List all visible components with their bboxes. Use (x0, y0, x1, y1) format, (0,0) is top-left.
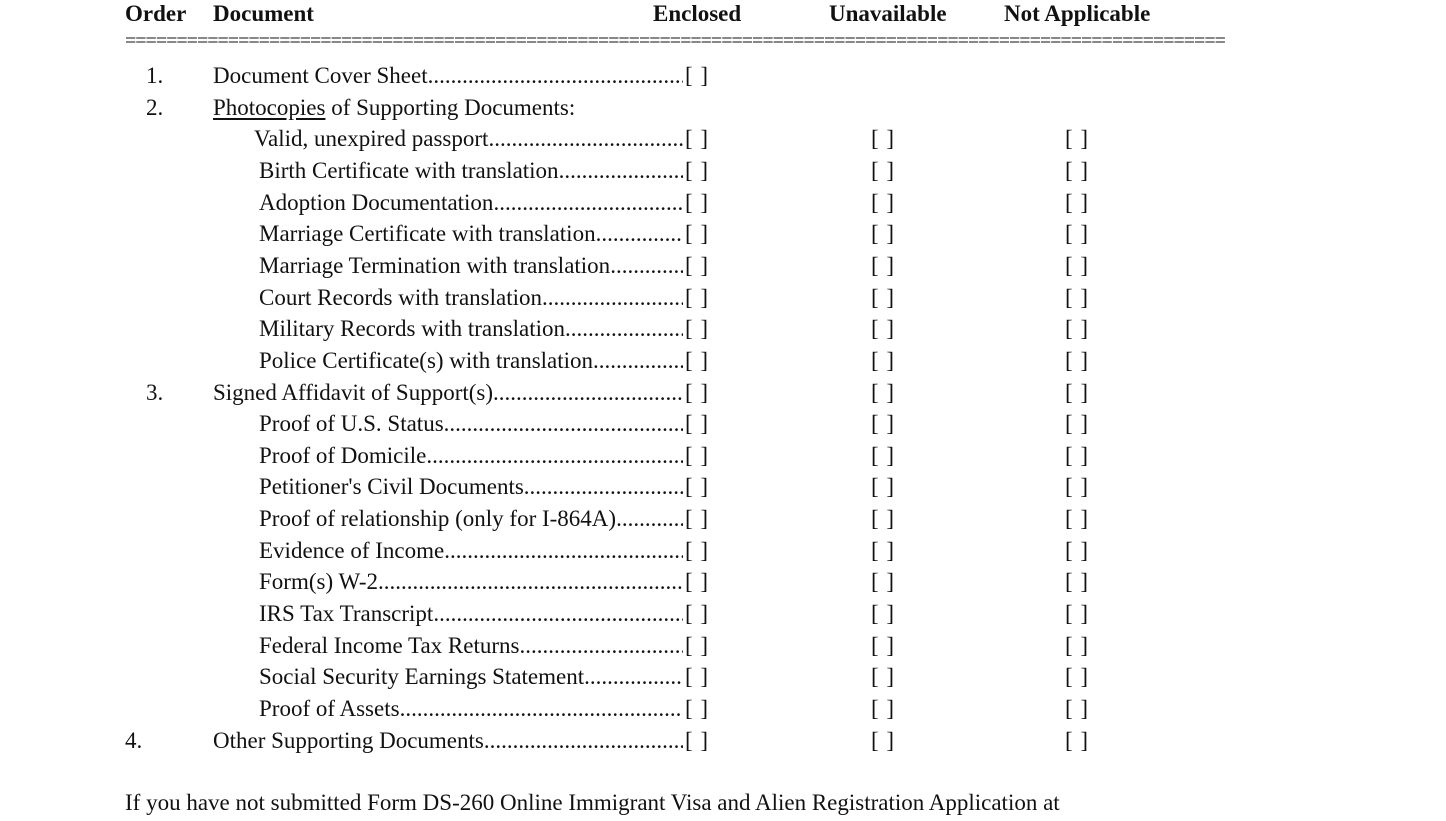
checkbox-unavailable[interactable]: [ ] (871, 379, 896, 405)
checkbox-not-applicable[interactable]: [ ] (1065, 601, 1090, 627)
header-rule: =========================================================================================================== (125, 30, 1225, 52)
document-label-underlined: Photocopies (213, 94, 326, 120)
document-label (259, 631, 683, 661)
checkbox-unavailable[interactable]: [ ] (871, 411, 896, 437)
document-label (213, 726, 683, 756)
checkbox-enclosed[interactable]: [ ] (685, 379, 710, 405)
document-label (259, 472, 683, 502)
checkbox-enclosed[interactable]: [ ] (685, 696, 710, 721)
checkbox-not-applicable[interactable]: [ ] (1065, 316, 1090, 342)
checkbox-not-applicable[interactable]: [ ] (1065, 537, 1090, 563)
checkbox-not-applicable[interactable]: [ ] (1065, 157, 1090, 183)
checkbox-not-applicable[interactable]: [ ] (1065, 411, 1090, 437)
checkbox-not-applicable[interactable]: [ ] (1065, 569, 1090, 595)
checkbox-not-applicable[interactable]: [ ] (1065, 664, 1090, 690)
checkbox-enclosed[interactable]: [ ] (685, 284, 710, 310)
checklist-row (0, 219, 1446, 249)
document-label-text: Document Cover Sheet (213, 63, 428, 88)
document-label-text: Proof of Domicile (259, 442, 427, 468)
dot-leader (519, 633, 683, 658)
checkbox-enclosed[interactable]: [ ] (685, 727, 710, 753)
dot-leader (610, 253, 683, 278)
checkbox-unavailable[interactable]: [ ] (871, 506, 896, 532)
checkbox-unavailable[interactable]: [ ] (871, 316, 896, 342)
document-label (259, 567, 683, 597)
document-label (254, 124, 683, 154)
document-label (259, 694, 683, 724)
dot-leader (484, 728, 683, 753)
document-label-text: Military Records with translation (259, 316, 565, 342)
document-label-text: Petitioner's Civil Documents (259, 474, 524, 500)
checklist-row (0, 156, 1446, 186)
checkbox-unavailable[interactable]: [ ] (871, 569, 896, 595)
dot-leader (433, 601, 683, 626)
checkbox-not-applicable[interactable]: [ ] (1065, 126, 1090, 152)
document-label-text: IRS Tax Transcript (259, 601, 434, 627)
checkbox-not-applicable[interactable]: [ ] (1065, 474, 1090, 500)
dot-leader (593, 348, 683, 373)
checkbox-enclosed[interactable]: [ ] (685, 411, 710, 437)
checkbox-unavailable[interactable]: [ ] (871, 474, 896, 500)
checkbox-not-applicable[interactable]: [ ] (1065, 632, 1090, 658)
checkbox-enclosed[interactable]: [ ] (685, 316, 710, 342)
dot-leader (616, 506, 683, 531)
checkbox-not-applicable[interactable]: [ ] (1065, 347, 1090, 373)
document-label (259, 188, 683, 218)
checklist-row (0, 346, 1446, 376)
column-header-document: Document (213, 1, 314, 26)
document-label (259, 251, 683, 281)
checkbox-enclosed[interactable]: [ ] (685, 537, 710, 563)
checkbox-unavailable[interactable]: [ ] (871, 632, 896, 658)
dot-leader (493, 190, 683, 215)
checklist-row (0, 283, 1446, 313)
document-label-text: Proof of Assets (259, 696, 400, 721)
checkbox-not-applicable[interactable]: [ ] (1065, 284, 1090, 310)
checkbox-unavailable[interactable]: [ ] (871, 126, 896, 152)
checklist-row (0, 567, 1446, 597)
document-label (213, 93, 813, 123)
column-header-enclosed: Enclosed (653, 1, 742, 26)
checkbox-enclosed[interactable]: [ ] (685, 252, 710, 278)
document-label-text: Police Certificate(s) with translation (259, 347, 594, 373)
document-label-text: Form(s) W-2 (259, 569, 379, 595)
document-label-text: Federal Income Tax Returns (259, 632, 520, 658)
document-label-text: Signed Affidavit of Support(s) (213, 379, 494, 405)
checkbox-unavailable[interactable]: [ ] (871, 664, 896, 690)
document-label (259, 156, 683, 186)
checkbox-not-applicable[interactable]: [ ] (1065, 221, 1090, 247)
dot-leader (444, 538, 683, 563)
checkbox-unavailable[interactable]: [ ] (871, 727, 896, 753)
document-label-text: Birth Certificate with translation (259, 157, 559, 183)
checklist-row (0, 188, 1446, 218)
document-label-text: Marriage Termination with translation (259, 252, 611, 278)
checkbox-enclosed[interactable]: [ ] (685, 506, 710, 532)
checkbox-not-applicable[interactable]: [ ] (1065, 252, 1090, 278)
checkbox-enclosed[interactable]: [ ] (685, 632, 710, 658)
checkbox-enclosed[interactable]: [ ] (685, 63, 710, 88)
dot-leader (378, 569, 683, 594)
row-number: 4. (125, 727, 143, 753)
checklist-row (0, 694, 1446, 724)
checkbox-enclosed[interactable]: [ ] (685, 189, 710, 215)
checkbox-unavailable[interactable]: [ ] (871, 347, 896, 373)
checklist-row (0, 314, 1446, 344)
document-label-text: Proof of U.S. Status (259, 411, 444, 437)
checkbox-enclosed[interactable]: [ ] (685, 474, 710, 500)
document-label (259, 441, 683, 471)
document-label-text: Court Records with translation (259, 284, 542, 310)
dot-leader (426, 443, 683, 468)
checkbox-enclosed[interactable]: [ ] (685, 442, 710, 468)
checkbox-unavailable[interactable]: [ ] (871, 157, 896, 183)
document-label-text: Adoption Documentation (259, 189, 494, 215)
document-label-text: Valid, unexpired passport (254, 126, 489, 152)
document-label-text: Marriage Certificate with translation (259, 221, 596, 247)
checklist-row (0, 726, 1446, 756)
document-label (259, 346, 683, 376)
document-label (259, 504, 683, 534)
document-label (213, 378, 683, 408)
checkbox-not-applicable[interactable]: [ ] (1065, 189, 1090, 215)
dot-leader (493, 380, 683, 405)
checklist-row (0, 61, 1446, 91)
checklist-row (0, 662, 1446, 692)
document-label-text: Evidence of Income (259, 537, 445, 563)
checkbox-enclosed[interactable]: [ ] (685, 601, 710, 627)
document-label (213, 61, 683, 91)
column-header-order: Order (125, 1, 187, 26)
checklist-row (0, 472, 1446, 502)
checklist-row (0, 93, 1446, 123)
document-label (259, 409, 683, 439)
document-label-text: Social Security Earnings Statement (259, 664, 585, 690)
checkbox-unavailable[interactable]: [ ] (871, 252, 896, 278)
checklist-row (0, 124, 1446, 154)
document-label (259, 283, 683, 313)
dot-leader (400, 696, 683, 721)
dot-leader (428, 63, 683, 88)
dot-leader (565, 316, 683, 341)
row-number: 3. (146, 379, 164, 405)
dot-leader (559, 158, 683, 183)
document-label (259, 219, 683, 249)
document-label (259, 314, 683, 344)
checklist-row (0, 504, 1446, 534)
checklist-row (0, 536, 1446, 566)
checkbox-not-applicable[interactable]: [ ] (1065, 506, 1090, 532)
dot-leader (488, 126, 683, 151)
row-number: 1. (146, 63, 164, 88)
checkbox-not-applicable[interactable]: [ ] (1065, 442, 1090, 468)
checkbox-enclosed[interactable]: [ ] (685, 126, 710, 152)
document-label (259, 599, 683, 629)
dot-leader (596, 221, 683, 246)
document-label-rest: of Supporting Documents: (325, 94, 576, 120)
checkbox-unavailable[interactable]: [ ] (871, 189, 896, 215)
checklist-row (0, 631, 1446, 661)
checkbox-enclosed[interactable]: [ ] (685, 569, 710, 595)
checkbox-not-applicable[interactable]: [ ] (1065, 379, 1090, 405)
document-label (259, 536, 683, 566)
checklist-row (0, 378, 1446, 408)
row-number: 2. (146, 94, 164, 120)
checkbox-enclosed[interactable]: [ ] (685, 157, 710, 183)
column-header-not-applicable: Not Applicable (1004, 1, 1151, 26)
document-label-text: Other Supporting Documents (213, 727, 484, 753)
document-label (259, 662, 683, 692)
document-label-text: Proof of relationship (only for I-864A) (259, 506, 617, 532)
dot-leader (444, 411, 683, 436)
checkbox-not-applicable[interactable]: [ ] (1065, 727, 1090, 753)
checkbox-enclosed[interactable]: [ ] (685, 347, 710, 373)
checkbox-unavailable[interactable]: [ ] (871, 537, 896, 563)
dot-leader (542, 285, 683, 310)
checkbox-enclosed[interactable]: [ ] (685, 221, 710, 247)
checkbox-not-applicable[interactable]: [ ] (1065, 696, 1090, 721)
dot-leader (524, 474, 683, 499)
footer-text: If you have not submitted Form DS-260 Online Immigrant Visa and Alien Registration Application at (125, 790, 1060, 815)
checkbox-unavailable[interactable]: [ ] (871, 284, 896, 310)
checklist-row (0, 409, 1446, 439)
dot-leader (584, 664, 683, 689)
checklist-row (0, 251, 1446, 281)
checklist-row (0, 599, 1446, 629)
checkbox-unavailable[interactable]: [ ] (871, 442, 896, 468)
checklist-row (0, 441, 1446, 471)
checkbox-unavailable[interactable]: [ ] (871, 601, 896, 627)
checkbox-unavailable[interactable]: [ ] (871, 221, 896, 247)
checkbox-enclosed[interactable]: [ ] (685, 664, 710, 690)
column-header-unavailable: Unavailable (829, 1, 947, 26)
checkbox-unavailable[interactable]: [ ] (871, 696, 896, 721)
